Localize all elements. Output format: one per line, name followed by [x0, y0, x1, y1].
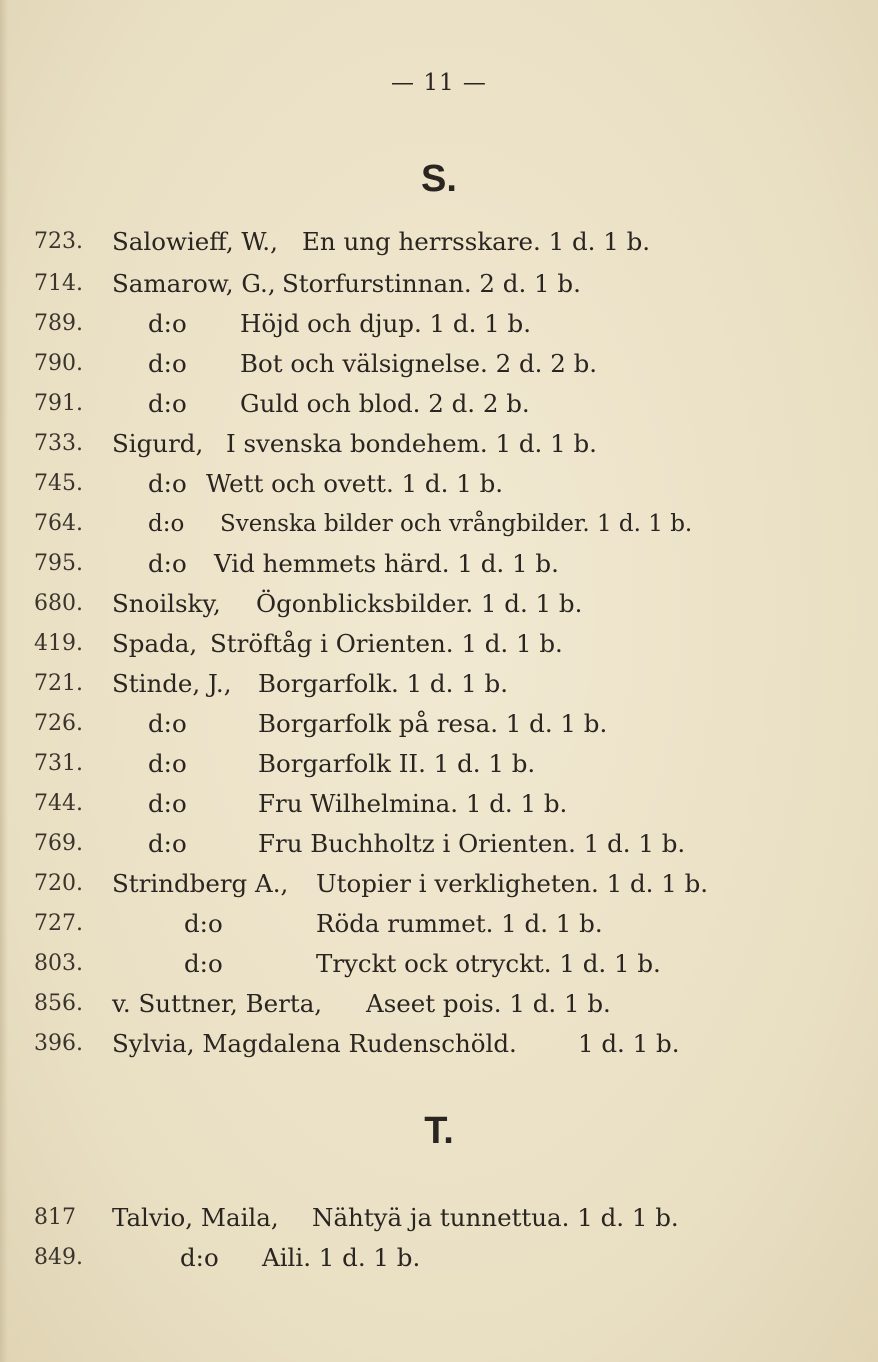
entry-number: 721.: [34, 671, 83, 696]
entry-author: Spada,: [112, 629, 198, 658]
entry-author: d:o: [148, 389, 187, 418]
entry-title: Fru Buchholtz i Orienten. 1 d. 1 b.: [258, 829, 686, 858]
entry-number: 745.: [34, 471, 83, 496]
entry-number: 769.: [34, 831, 83, 856]
entry-author: Salowieff, W.,: [112, 227, 278, 256]
entry-author: d:o: [148, 309, 187, 338]
entry-number: 723.: [34, 229, 83, 254]
entry-number: 803.: [34, 951, 83, 976]
entry-author: Sigurd,: [112, 429, 204, 458]
entry-number: 726.: [34, 711, 83, 736]
entry-number: 727.: [34, 911, 83, 936]
entry-author: d:o: [148, 469, 187, 498]
entry-number: 795.: [34, 551, 83, 576]
section-heading-s: S.: [421, 158, 457, 200]
entry-title: Röda rummet. 1 d. 1 b.: [316, 909, 603, 938]
entry-number: 714.: [34, 271, 83, 296]
entry-author: Strindberg A.,: [112, 869, 289, 898]
entry-number: 849.: [34, 1245, 83, 1270]
entry-author: Samarow, G.,: [112, 269, 276, 298]
entry-title: Guld och blod. 2 d. 2 b.: [240, 389, 530, 418]
entry-title: Borgarfolk på resa. 1 d. 1 b.: [258, 709, 608, 738]
entry-author: d:o: [148, 829, 187, 858]
entry-number: 789.: [34, 311, 83, 336]
entry-title: Storfurstinnan. 2 d. 1 b.: [282, 269, 581, 298]
entry-title: Utopier i verkligheten. 1 d. 1 b.: [316, 869, 709, 898]
entry-number: 744.: [34, 791, 83, 816]
entry-author: d:o: [148, 789, 187, 818]
entry-title: Höjd och djup. 1 d. 1 b.: [240, 309, 532, 338]
entry-title: Nähtyä ja tunnettua. 1 d. 1 b.: [312, 1203, 679, 1232]
page-number: — 11 —: [391, 70, 487, 96]
entry-author: d:o: [148, 511, 185, 537]
entry-title: Tryckt ock otryckt. 1 d. 1 b.: [316, 949, 661, 978]
entry-title: Borgarfolk. 1 d. 1 b.: [258, 669, 509, 698]
entry-author: Stinde, J.,: [112, 669, 232, 698]
entry-author: d:o: [148, 709, 187, 738]
entry-title: 1 d. 1 b.: [578, 1029, 680, 1058]
entry-author: Sylvia, Magdalena Rudenschöld.: [112, 1029, 517, 1058]
entry-title: En ung herrsskare. 1 d. 1 b.: [302, 227, 651, 256]
entry-author: d:o: [148, 549, 187, 578]
entry-number: 720.: [34, 871, 83, 896]
entry-title: Svenska bilder och vrångbilder. 1 d. 1 b.: [220, 511, 693, 537]
entry-number: 817: [34, 1205, 76, 1230]
entry-author: Talvio, Maila,: [112, 1203, 279, 1232]
entry-title: Vid hemmets härd. 1 d. 1 b.: [214, 549, 559, 578]
entry-author: d:o: [184, 909, 223, 938]
entry-number: 680.: [34, 591, 83, 616]
entry-number: 856.: [34, 991, 83, 1016]
entry-author: d:o: [184, 949, 223, 978]
entry-author: d:o: [148, 349, 187, 378]
entry-title: Fru Wilhelmina. 1 d. 1 b.: [258, 789, 568, 818]
entry-title: Ströftåg i Orienten. 1 d. 1 b.: [210, 629, 563, 658]
entry-number: 733.: [34, 431, 83, 456]
entry-number: 419.: [34, 631, 83, 656]
entry-title: Borgarfolk II. 1 d. 1 b.: [258, 749, 536, 778]
entry-title: Wett och ovett. 1 d. 1 b.: [206, 469, 504, 498]
entry-title: Ögonblicksbilder. 1 d. 1 b.: [256, 589, 583, 618]
entry-title: Bot och välsignelse. 2 d. 2 b.: [240, 349, 598, 378]
entry-number: 791.: [34, 391, 83, 416]
entry-number: 731.: [34, 751, 83, 776]
entry-title: I svenska bondehem. 1 d. 1 b.: [226, 429, 597, 458]
entry-title: Aseet pois. 1 d. 1 b.: [366, 989, 611, 1018]
entry-number: 764.: [34, 511, 83, 536]
entry-title: Aili. 1 d. 1 b.: [262, 1243, 421, 1272]
entry-number: 396.: [34, 1031, 83, 1056]
page-edge-shadow: [0, 0, 8, 1362]
entry-author: v. Suttner, Berta,: [112, 989, 323, 1018]
section-heading-t: T.: [424, 1110, 454, 1152]
entry-author: Snoilsky,: [112, 589, 221, 618]
entry-number: 790.: [34, 351, 83, 376]
entry-author: d:o: [148, 749, 187, 778]
entry-author: d:o: [180, 1243, 219, 1272]
